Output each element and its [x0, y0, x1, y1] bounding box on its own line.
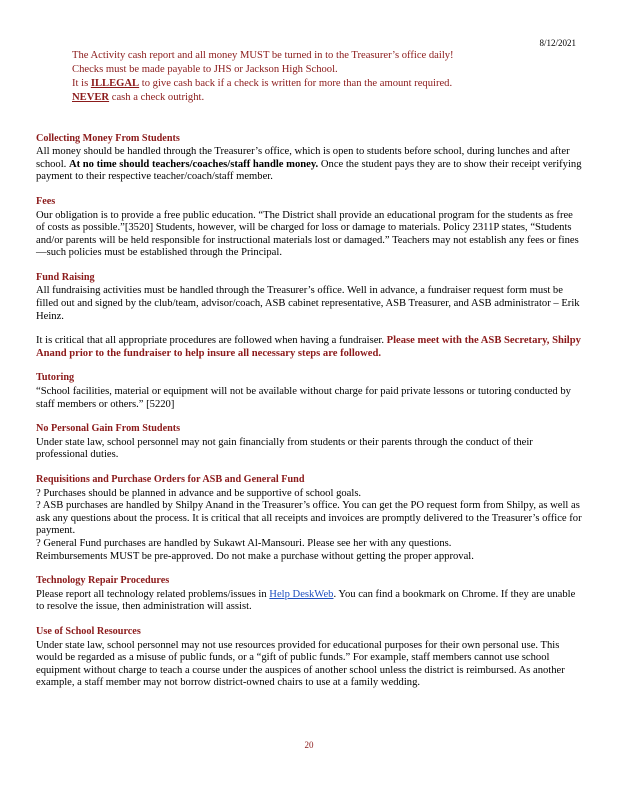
paragraph-text: Please report all technology related problems/issues in: [36, 588, 270, 600]
bullet-emphasis: NEVER: [72, 91, 110, 103]
paragraph: Under state law, school personnel may not gain financially from students or their parents through the conduct of their professional duties.: [36, 436, 533, 461]
section-body: [36, 285, 582, 360]
section-no-personal-gain: [36, 423, 582, 462]
section-requisitions: [36, 474, 582, 563]
requisition-item: ? Purchases should be planned in advance and be supportive of school goals.: [36, 487, 362, 499]
section-body: [36, 386, 582, 411]
bullet-text-after: cash a check outright.: [109, 91, 205, 103]
section-heading: Tutoring: [36, 372, 75, 384]
paragraph-text: It is critical that all appropriate procedures are followed when having a fundraiser.: [36, 335, 387, 347]
paragraph-text: All money should be handled through the Treasurer’s office, which is open to students before school, during lunches and after school.: [36, 146, 570, 170]
section-heading: Technology Repair Procedures: [36, 575, 170, 587]
section-collecting-money: [36, 133, 582, 184]
paragraph: [36, 335, 582, 360]
help-desk-link[interactable]: Help DeskWeb: [269, 588, 334, 600]
bullet-item: [72, 50, 582, 63]
section-tutoring: [36, 372, 582, 411]
section-heading: Use of School Resources: [36, 625, 141, 637]
requisition-item: Reimbursements MUST be pre-approved. Do not make a purchase without getting the proper approval.: [36, 550, 474, 562]
paragraph-bold-text: At no time should teachers/coaches/staff handle money.: [68, 158, 319, 170]
section-body: [36, 640, 582, 690]
section-heading: Fund Raising: [36, 271, 95, 283]
paragraph-bold-text: Please meet with the ASB Secretary, Shilpy Anand prior to the fundraiser to help insure all necessary steps are followed.: [36, 335, 581, 359]
bullet-item: [72, 92, 582, 105]
paragraph-text-after: . You can find a bookmark on Chrome. If they are unable to resolve the issue, then administration will assist.: [36, 588, 576, 613]
paragraph: [36, 589, 582, 614]
page-content: [36, 50, 582, 702]
paragraph: Under state law, school personnel may not use resources provided for educational purposes for their own personal use. This would be regarded as a misuse of public funds, or a “gift of public funds.” For example, staff members cannot use school equipment without charge to teach a course under the auspices of another school unless the district is reimbursed. As another example, a staff member may not borrow district-owned chairs to use at a family wedding.: [36, 639, 565, 689]
bullet-list: [72, 50, 582, 105]
page-number: 20: [304, 740, 314, 750]
section-body: [36, 589, 582, 614]
bullet-text: The Activity cash report and all money MUST be turned in to the Treasurer’s office daily!: [72, 50, 454, 61]
bullet-text: Checks must be made payable to JHS or Jackson High School.: [72, 63, 338, 75]
requisition-item: ? General Fund purchases are handled by Sukawt Al-Mansouri. Please see her with any questions.: [36, 537, 452, 549]
section-body: [36, 437, 582, 462]
section-heading: No Personal Gain From Students: [36, 423, 181, 435]
section-heading: Fees: [36, 195, 56, 207]
paragraph-text-after: Once the student pays they are to show their receipt verifying payment to their respective teacher/coach/staff member.: [36, 158, 582, 183]
bullet-item: [72, 78, 582, 91]
bullet-text: It is: [72, 77, 91, 89]
bullet-item: [72, 64, 582, 77]
bullet-emphasis: ILLEGAL: [90, 77, 140, 89]
paragraph-gap: [36, 323, 582, 335]
requisition-item: ? ASB purchases are handled by Shilpy Anand in the Treasurer’s office. You can get the PO request form from Shilpy, as well as ask any questions about the process. It is critical that all receipts and invoices are promptly delivered to the Treasurer’s office for payment.: [36, 500, 582, 537]
section-fees: [36, 196, 582, 260]
section-fund-raising: [36, 272, 582, 361]
section-heading: Collecting Money From Students: [36, 132, 180, 144]
bullet-text-after: to give cash back if a check is written for more than the amount required.: [139, 77, 453, 89]
section-body: [36, 210, 582, 260]
paragraph: Our obligation is to provide a free public education. “The District shall provide an educational program for the students as free of costs as possible.”[3520] Students, however, will be charged for loss or damage to materials. Policy 2311P states, “Students and/or parents will be held responsible for instructional materials lost or damaged.” Teachers may not establish any fees or fines—such policies must be established through the Principal.: [36, 209, 579, 259]
section-body: [36, 488, 582, 564]
section-body: [36, 146, 582, 184]
section-heading: Requisitions and Purchase Orders for ASB and General Fund: [36, 474, 305, 486]
paragraph: [36, 146, 582, 184]
document-date: 8/12/2021: [539, 38, 576, 48]
paragraph: All fundraising activities must be handled through the Treasurer’s office. Well in advance, a fundraiser request form must be filled out and signed by the club/team, advisor/coach, ASB cabinet representative, ASB Treasurer, and ASB administrator – Erik Heinz.: [36, 285, 580, 322]
paragraph: “School facilities, material or equipment will not be available without charge for paid private lessons or tutoring conducted by staff members or others.” [5220]: [36, 386, 571, 410]
section-use-of-school-resources: [36, 626, 582, 690]
section-technology-repair: [36, 575, 582, 614]
